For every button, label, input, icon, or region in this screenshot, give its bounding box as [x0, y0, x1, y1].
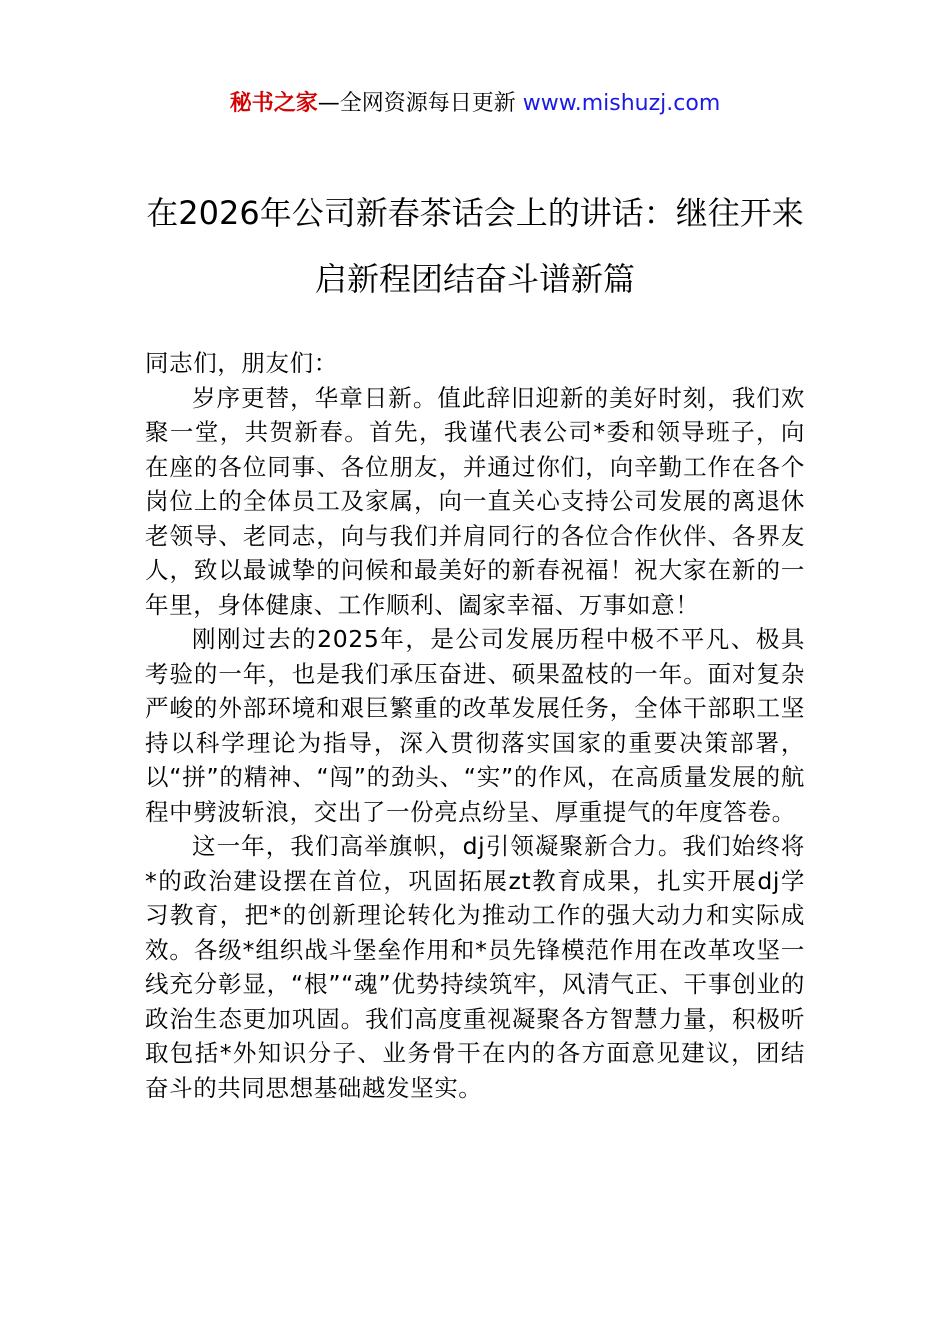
paragraph: 岁序更替，华章日新。值此辞旧迎新的美好时刻，我们欢聚一堂，共贺新春。首先，我谨代表公司*委和领导班子，向在座的各位同事、各位朋友，并通过你们，向辛勤工作在各个岗位上的全体员工及家属，向一直关心支持公司发展的离退休老领导、老同志，向与我们并肩同行的各位合作伙伴、各界友人，致以最诚挚的问候和最美好的新春祝福！祝大家在新的一年里，身体健康、工作顺利、阖家幸福、万事如意！: [145, 383, 805, 619]
paragraph: 这一年，我们高举旗帜，dj引领凝聚新合力。我们始终将*的政治建设摆在首位，巩固拓展zt教育成果，扎实开展dj学习教育，把*的创新理论转化为推动工作的强大动力和实际成效。各级*组织战斗堡垒作用和*员先锋模范作用在改革攻坚一线充分彰显，“根”“魂”优势持续筑牢，风清气正、干事创业的政治生态更加巩固。我们高度重视凝聚各方智慧力量，积极听取包括*外知识分子、业务骨干在内的各方面意见建议，团结奋斗的共同思想基础越发坚实。: [145, 832, 805, 1102]
site-tagline: —全网资源每日更新: [317, 91, 523, 116]
document-title: 在2026年公司新春茶话会上的讲话：继往开来启新程团结奋斗谱新篇: [146, 194, 804, 298]
salutation: 同志们，朋友们：: [145, 349, 338, 377]
site-brand: 秘书之家: [229, 91, 318, 116]
site-header: [0, 88, 950, 120]
site-url-link[interactable]: www.mishuzj.com: [522, 91, 721, 116]
paragraph: 刚刚过去的2025年，是公司发展历程中极不平凡、极具考验的一年，也是我们承压奋进、硕果盈枝的一年。面对复杂严峻的外部环境和艰巨繁重的改革发展任务，全体干部职工坚持以科学理论为指导，深入贯彻落实国家的重要决策部署，以“拼”的精神、“闯”的劲头、“实”的作风，在高质量发展的航程中劈波斩浪，交出了一份亮点纷呈、厚重提气的年度答卷。: [145, 625, 805, 826]
document-body: [145, 346, 805, 1105]
